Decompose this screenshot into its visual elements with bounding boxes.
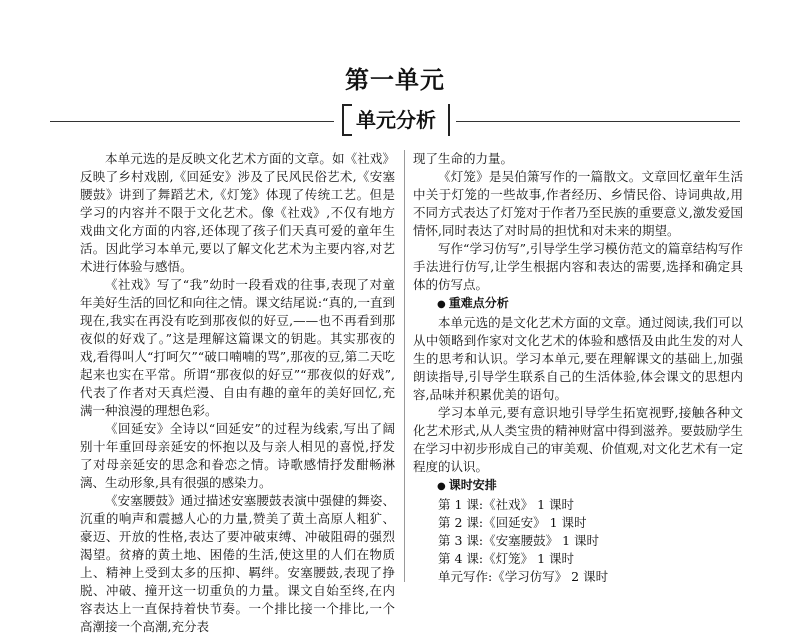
key-point-paragraph: 学习本单元,要有意识地引导学生拓宽视野,接触各种文化艺术形式,从人类宝贵的精神财富中得到滋养。要鼓励学生在学习中初步形成自己的审美观、价值观,对文化艺术有一定程度的认识。 bbox=[413, 405, 743, 474]
bullet-icon: ● bbox=[437, 299, 446, 310]
key-points-heading-text: 重难点分析 bbox=[448, 296, 509, 310]
section-title: 单元分析 bbox=[342, 104, 450, 136]
continuation-text: 现了生命的力量。 bbox=[413, 151, 514, 166]
schedule-item: 第 4 课:《灯笼》 1 课时 bbox=[438, 551, 575, 566]
writing-paragraph: 写作“学习仿写”,引导学生学习模仿范文的篇章结构写作手法进行仿写,让学生根据内容和表达的需要,选择和确定具体的仿写点。 bbox=[413, 241, 743, 292]
left-column bbox=[80, 150, 395, 636]
schedule-item: 单元写作:《学习仿写》 2 课时 bbox=[438, 569, 609, 584]
schedule-item: 第 3 课:《安塞腰鼓》 1 课时 bbox=[438, 533, 600, 548]
schedule-item: 第 2 课:《回延安》 1 课时 bbox=[438, 515, 587, 530]
bullet-icon: ● bbox=[437, 481, 446, 492]
shexi-paragraph: 《社戏》写了“我”幼时一段看戏的往事,表现了对童年美好生活的回忆和向往之情。课文结尾说:“真的,一直到现在,我实在再没有吃到那夜似的好豆,——也不再看到那夜似的好戏了。”这是理解这篇课文的钥匙。其实那夜的戏,看得叫人“打呵欠”“破口喃喃的骂”,那夜的豆,第二天吃起来也实在平常。所谓“那夜似的好豆”“那夜似的好戏”,代表了作者对天真烂漫、自由有趣的童年的美好回忆,充满一种浪漫的理想色彩。 bbox=[80, 277, 395, 418]
key-point-paragraph: 本单元选的是文化艺术方面的文章。通过阅读,我们可以从中领略到作家对文化艺术的体验和感悟及由此生发的对人生的思考和认识。学习本单元,要在理解课文的基础上,加强朗读指导,引导学生联系自己的生活体验,体会课文的思想内容,品味并积累优美的语句。 bbox=[413, 315, 743, 402]
intro-paragraph: 本单元选的是反映文化艺术方面的文章。如《社戏》反映了乡村戏剧,《回延安》涉及了民风民俗艺术,《安塞腰鼓》讲到了舞蹈艺术,《灯笼》体现了传统工艺。但是学习的内容并不限于文化艺术。像《社戏》,不仅有地方戏曲文化方面的内容,还体现了孩子们天真可爱的童年生活。因此学习本单元,要以了解文化艺术为主要内容,对艺术进行体验与感悟。 bbox=[80, 151, 395, 274]
schedule-heading bbox=[413, 476, 743, 496]
schedule-item: 第 1 课:《社戏》 1 课时 bbox=[438, 497, 575, 512]
section-title-banner bbox=[50, 104, 740, 138]
schedule-list bbox=[413, 496, 743, 586]
unit-title: 第一单元 bbox=[345, 66, 445, 94]
ansai-paragraph: 《安塞腰鼓》通过描述安塞腰鼓表演中强健的舞姿、沉重的响声和震撼人心的力量,赞美了黄土高原人粗犷、豪迈、开放的性格,表达了要冲破束缚、冲破阻碍的强烈渴望。贫瘠的黄土地、困倦的生活,使这里的人们在物质上、精神上受到太多的压抑、羁绊。安塞腰鼓,表现了挣脱、冲破、撞开这一切重负的力量。课文自始至终,在内容表达上一直保持着快节奏。一个排比接一个排比,一个高潮接一个高潮,充分表 bbox=[80, 493, 395, 634]
denglong-paragraph: 《灯笼》是吴伯箫写作的一篇散文。文章回忆童年生活中关于灯笼的一些故事,作者经历、乡情民俗、诗词典故,用不同方式表达了灯笼对于作者乃至民族的重要意义,激发爱国情怀,同时表达了对时局的担忧和对未来的期望。 bbox=[413, 169, 743, 238]
right-column bbox=[413, 150, 743, 586]
column-divider bbox=[404, 150, 405, 582]
title-rule-left bbox=[50, 121, 334, 122]
title-rule-right bbox=[456, 121, 740, 122]
schedule-heading-text: 课时安排 bbox=[448, 478, 497, 492]
huiyanan-paragraph: 《回延安》全诗以“回延安”的过程为线索,写出了阔别十年重回母亲延安的怀抱以及与亲人相见的喜悦,抒发了对母亲延安的思念和眷恋之情。诗歌感情抒发酣畅淋漓、生动形象,具有很强的感染力。 bbox=[80, 421, 395, 490]
key-points-heading bbox=[413, 294, 743, 314]
